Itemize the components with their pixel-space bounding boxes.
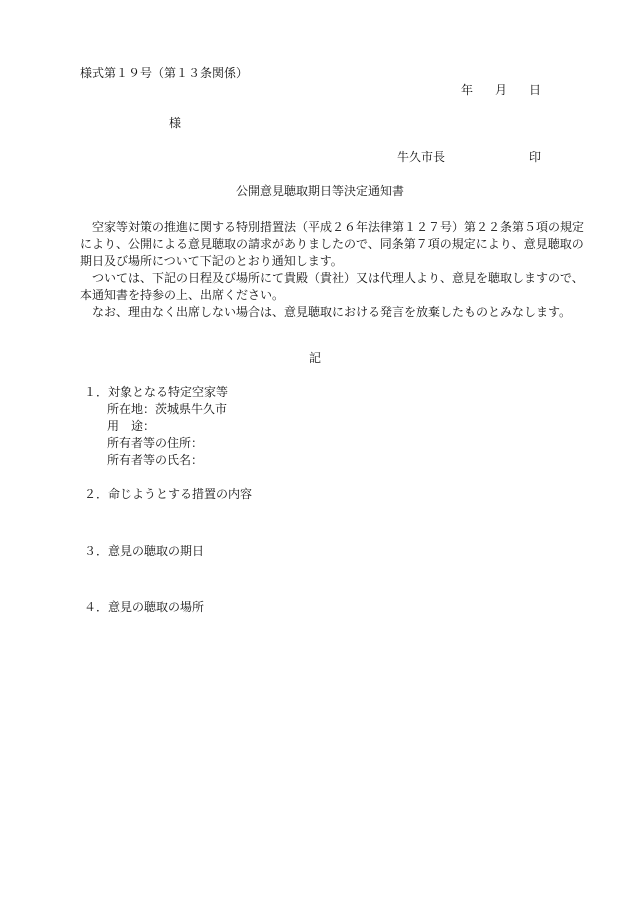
item-1-heading xyxy=(84,386,228,398)
item-1-number: １． xyxy=(84,385,109,399)
body-p1-line1: 空家等対策の推進に関する特別措置法（平成２６年法律第１２７号）第２２条第５項の規定 xyxy=(92,220,585,234)
item-1-location: 所在地：茨城県牛久市 xyxy=(107,402,228,416)
body-text xyxy=(80,219,585,321)
item-3-number: ３． xyxy=(84,544,109,558)
ki-heading: 記 xyxy=(309,351,322,365)
date-year: 年 xyxy=(461,83,474,97)
body-p3-line1: なお、理由なく出席しない場合は、意見聴取における発言を放棄したものとみなします。 xyxy=(92,305,572,319)
item-2-heading xyxy=(84,488,252,500)
date-day: 日 xyxy=(529,83,542,97)
item-4-label: 意見の聴取の場所 xyxy=(108,600,205,614)
item-4-number: ４． xyxy=(84,600,109,614)
item-2-number: ２． xyxy=(84,487,109,501)
item-4-heading xyxy=(84,601,204,613)
date-month: 月 xyxy=(495,83,508,97)
item-3-label: 意見の聴取の期日 xyxy=(108,544,205,558)
sender-title: 牛久市長 xyxy=(397,150,446,164)
item-1-owner-address: 所有者等の住所： xyxy=(107,436,204,450)
item-1-label: 対象となる特定空家等 xyxy=(108,385,229,399)
body-p1-line3: 期日及び場所について下記のとおり通知します。 xyxy=(80,254,343,268)
body-p1-line2: により、公開による意見聴取の請求がありましたので、同条第７項の規定により、意見聴取の xyxy=(80,237,584,251)
addressee-suffix: 様 xyxy=(169,116,182,130)
document-title: 公開意見聴取期日等決定通知書 xyxy=(236,184,405,198)
item-2-label: 命じようとする措置の内容 xyxy=(108,487,253,501)
item-1-owner-name: 所有者等の氏名： xyxy=(107,453,204,467)
body-p2-line2: 本通知書を持参の上、出席ください。 xyxy=(80,288,285,302)
item-3-heading xyxy=(84,545,204,557)
sender-seal: 印 xyxy=(529,150,542,164)
item-1-usage: 用 途： xyxy=(107,419,156,433)
body-p2-line1: ついては、下記の日程及び場所にて貴殿（貴社）又は代理人より、意見を聴取しますので、 xyxy=(92,271,584,285)
form-number: 様式第１９号（第１３条関係） xyxy=(80,66,249,80)
